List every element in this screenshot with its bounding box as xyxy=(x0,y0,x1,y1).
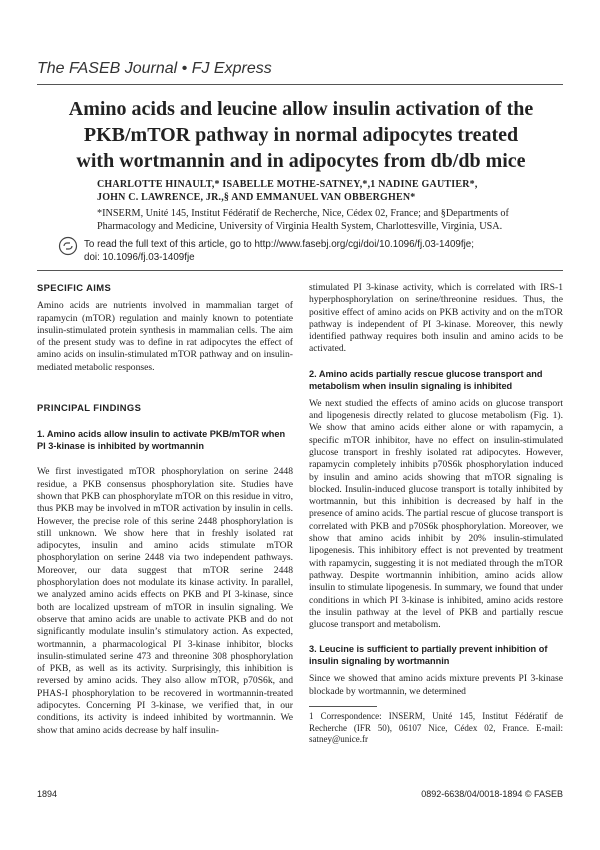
page-number: 1894 xyxy=(37,789,58,799)
left-column xyxy=(37,282,293,741)
correspondence-footnote: 1 Correspondence: INSERM, Unité 145, Institut Fédératif de Recherche (IFR 50), 06107 Nice, Cédex 02, France. E-mail: satney@unice.fr xyxy=(309,711,563,745)
finding-2-text: We next studied the effects of amino acids on glucose transport and lipogenesis directly related to glucose metabolism (Fig. 1). We show that amino acids either alone or with rapamycin, a specific mTOR inhibitor, have no effect on insulin-stimulated glucose transport in freshly isolated rat adipocytes. However, rapamycin completely inhibits p70S6k phosphorylation induced by insulin and amino acids showing that mTOR signaling is blocked. Insulin-induced glucose transport is totally inhibited by wortmannin, but this inhibition is decreased by half in the presence of amino acids. The partial rescue of glucose transport is correlated with PKB and p70S6k phosphorylation. Moreover, we show that amino acids inhibit by 20% insulin-stimulated lipogenesis. This inhibitory effect is not prevented by treatment with rapamycin, suggesting it is not mediated through the mTOR pathway. Despite wortmannin inhibition, amino acids allow insulin to stimulate lipogenesis. In summary, we found that under conditions in which PI 3-kinase is inhibited, amino acids restore the insulin pathway at the level of PKB and partially rescue glucose transport and metabolism. xyxy=(309,397,563,631)
title-line-1: Amino acids and leucine allow insulin activation of the xyxy=(68,98,534,120)
finding-3-text: Since we showed that amino acids mixture prevents PI 3-kinase blockade by wortmannin, we determined xyxy=(309,673,563,697)
link-icon xyxy=(58,236,78,256)
finding-2-heading: 2. Amino acids partially rescue glucose transport and metabolism when insulin signaling is inhibited xyxy=(309,368,543,391)
principal-findings-heading: PRINCIPAL FINDINGS xyxy=(37,402,142,414)
title-line-3: with wortmannin and in adipocytes from db/db mice xyxy=(76,150,526,172)
author-line-1: CHARLOTTE HINAULT,* ISABELLE MOTHE-SATNEY,*,1 NADINE GAUTIER*, xyxy=(97,179,478,190)
finding-3-heading: 3. Leucine is sufficient to partially prevent inhibition of insulin signaling by wortmannin xyxy=(309,644,548,667)
finding-1-text: We first investigated mTOR phosphorylation on serine 2448 residue, a PKB consensus phosphorylation site. Studies have shown that PKB can phosphorylate mTOR on this residue in vitro, thus PKB may be involved in mTOR activation by insulin in cells. However, the precise role of this serine 2448 phosphorylation is still unknown. We show here that in freshly isolated rat adipocytes, insulin and amino acids stimulate mTOR phosphorylation on serine 2448 via two independent pathways. Moreover, our data suggest that mTOR serine 2448 phosphorylation does not modulate its kinase activity. In parallel, we analyzed amino acids effects on PKB and PI 3-kinase, since both are localized upstream of mTOR in insulin signaling. We observe that amino acids are unable to activate PKB and do not significantly modulate insulin’s stimulatory action. As expected, wortmannin, a pharmacological PI 3-kinase inhibitor, blocks insulin-stimulated serine 473 and threonine 308 phosphorylation of PKB, as well as its activity. Surprisingly, this inhibition is reversed by amino acids. They also allow mTOR, p70S6k, and PHAS-I phosphorylation to be recovered in wortmannin-treated adipocytes. Concerning PI 3-kinase, we verified that, in our conditions, its activity is indeed inhibited by wortmannin. We show that amino acids decrease by half insulin- xyxy=(37,466,293,736)
finding-1-continued-text: stimulated PI 3-kinase activity, which is correlated with IRS-1 hyperphosphorylation on serine/threonine residues. Thus, the positive effect of amino acids on PKB activity and on the mTOR pathway is independent of PI 3-kinase. Moreover, this newly identified pathway requires both insulin and amino acids to be activated. xyxy=(309,282,563,355)
finding-1-heading: 1. Amino acids allow insulin to activate PKB/mTOR when PI 3-kinase is inhibited by wortmannin xyxy=(37,429,286,452)
title-line-2: PKB/mTOR pathway in normal adipocytes treated xyxy=(83,124,519,146)
specific-aims-heading: SPECIFIC AIMS xyxy=(37,282,112,293)
journal-code: 0892-6638/04/0018-1894 © FASEB xyxy=(421,789,563,799)
section-rule xyxy=(37,270,563,271)
header-rule xyxy=(37,84,563,85)
author-list xyxy=(97,178,557,204)
specific-aims-text: Amino acids are nutrients involved in mammalian target of rapamycin (mTOR) regulation and mainly known to potentiate insulin-stimulated protein synthesis in mammalian cells. The aim of the present study was to define in rat adipocytes the effect of amino acids on insulin-stimulated mTOR pathway and on insulin-mediated metabolic responses. xyxy=(37,300,293,373)
doi-text: doi: 10.1096/fj.03-1409fje xyxy=(84,252,195,263)
affiliations: *INSERM, Unité 145, Institut Fédératif de Recherche, Nice, Cédex 02, France; and §Departments of Pharmacology and Medicine, University of Virginia Health System, Charlottesville, Virginia, USA. xyxy=(97,208,509,232)
footnote-rule xyxy=(309,706,377,707)
right-column xyxy=(309,282,563,750)
article-title xyxy=(36,96,566,174)
journal-header: The FASEB Journal • FJ Express xyxy=(37,60,272,77)
fulltext-link[interactable]: To read the full text of this article, go to http://www.fasebj.org/cgi/doi/10.1096/fj.03-1409fje; xyxy=(84,239,474,250)
fulltext-notice xyxy=(84,238,564,264)
author-line-2: JOHN C. LAWRENCE, JR.,§ AND EMMANUEL VAN OBBERGHEN* xyxy=(97,192,416,203)
